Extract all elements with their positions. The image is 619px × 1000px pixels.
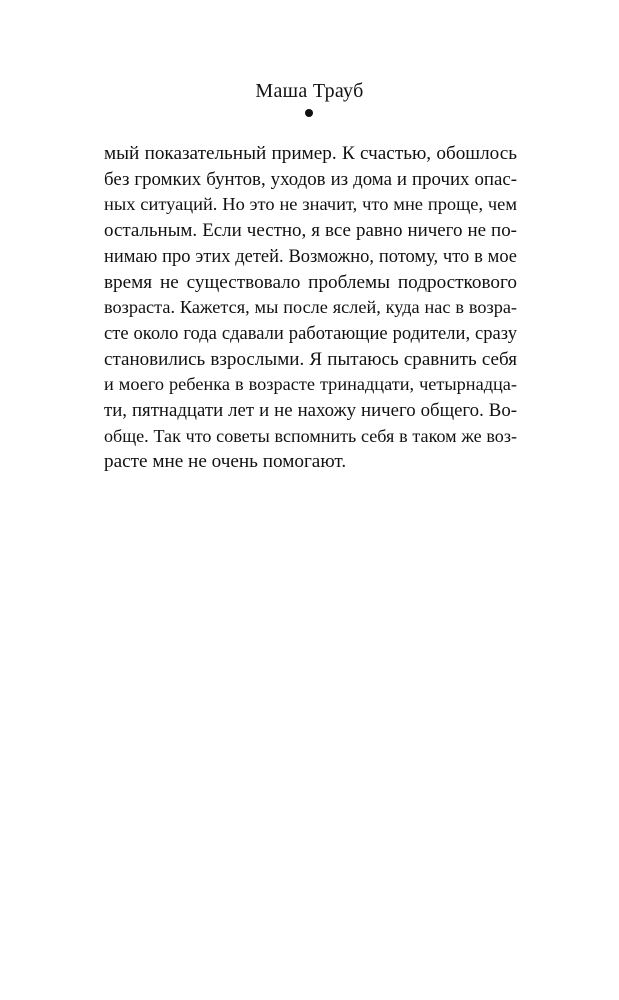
text-line: нимаю про этих детей. Возможно, потому, что в мое — [104, 245, 517, 266]
text-line: остальным. Если честно, я все равно ничего не по- — [104, 220, 517, 242]
text-line: расте мне не очень помогают. — [104, 451, 347, 473]
text-line: без громких бунтов, уходов из дома и прочих опас- — [104, 168, 517, 190]
header-bullet-ornament — [305, 109, 313, 117]
text-line: и моего ребенка в возрасте тринадцати, четырнадца- — [104, 374, 517, 395]
text-line: время не существовало проблемы подросткового — [104, 271, 517, 293]
text-line: сте около года сдавали работающие родители, сразу — [104, 322, 517, 344]
running-header-author: Маша Трауб — [255, 80, 364, 102]
text-line: мый показательный пример. К счастью, обошлось — [104, 143, 517, 164]
text-line: ных ситуаций. Но это не значит, что мне проще, чем — [104, 194, 517, 215]
text-line: возраста. Кажется, мы после яслей, куда нас в возра- — [104, 297, 517, 318]
text-line: становились взрослыми. Я пытаюсь сравнить себя — [104, 348, 517, 370]
text-line: ти, пятнадцати лет и не нахожу ничего общего. Во- — [104, 400, 517, 422]
body-paragraph — [104, 141, 517, 475]
text-line: обще. Так что советы вспомнить себя в таком же воз- — [104, 425, 517, 446]
